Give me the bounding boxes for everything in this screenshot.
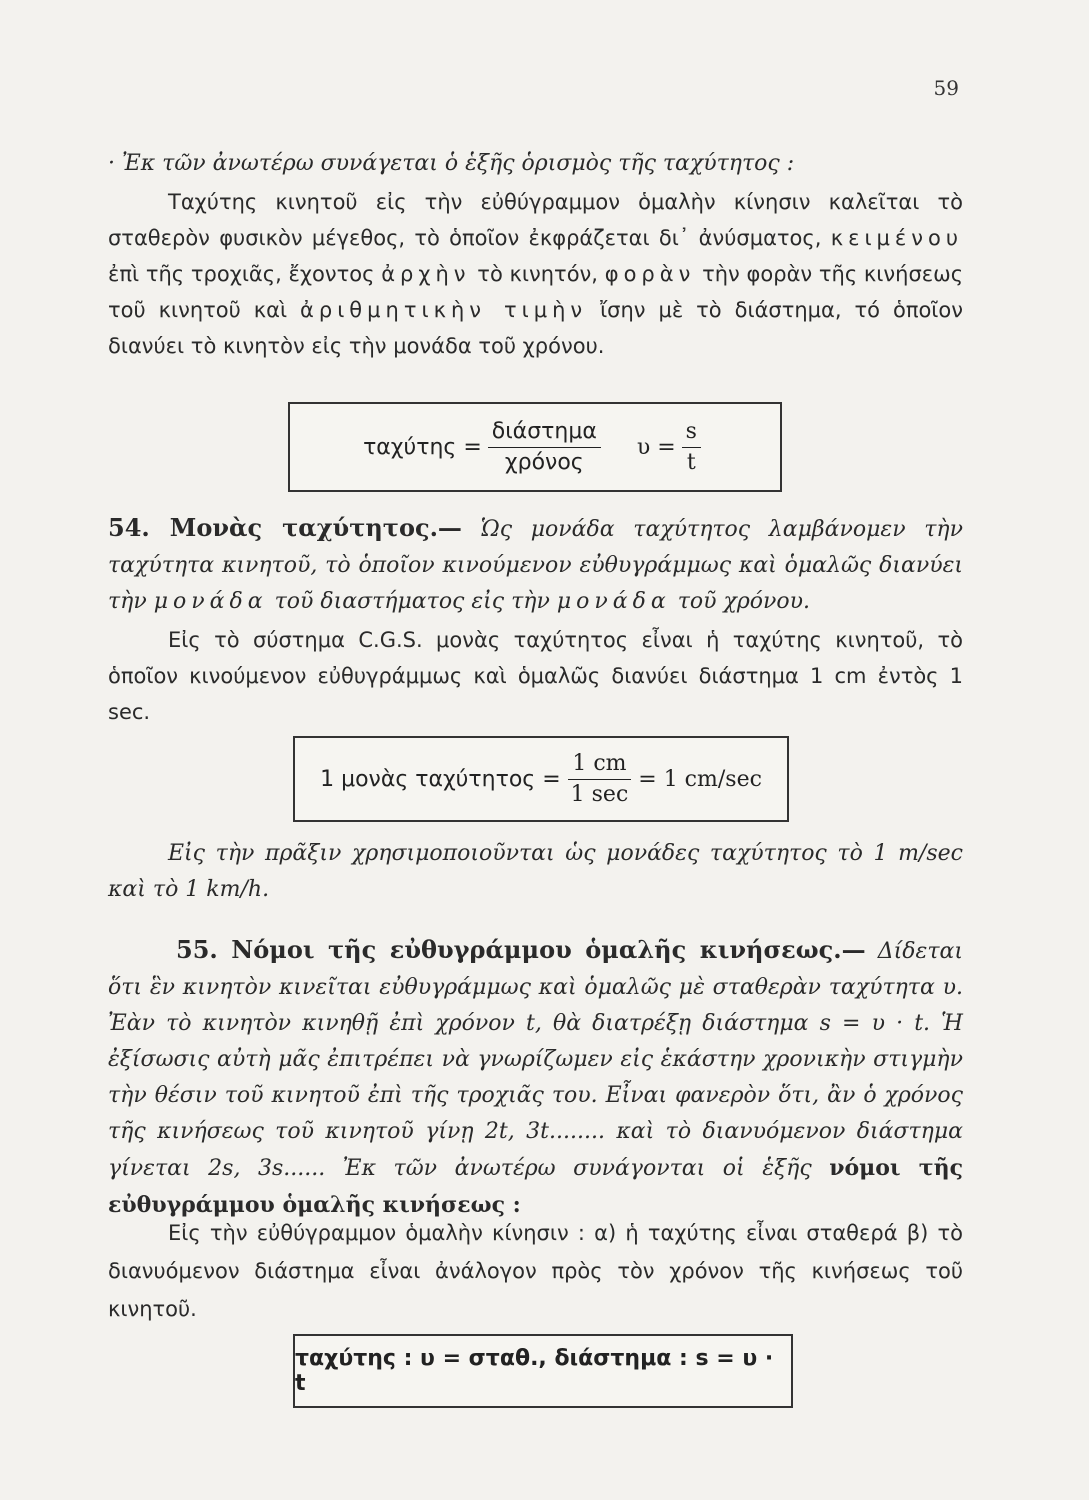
definition-part4: τὴν φορὰν τῆς κινήσεως τοῦ κινητοῦ καὶ bbox=[108, 262, 964, 322]
formula1-v-numerator: s bbox=[682, 419, 701, 448]
definition-spaced-keimenou: κειμένου bbox=[830, 226, 963, 250]
formula1-v-fraction bbox=[682, 419, 701, 476]
laws-paragraph bbox=[108, 1214, 963, 1328]
section-54-heading: 54. Μονὰς ταχύτητος.— bbox=[108, 513, 462, 542]
formula1-fraction bbox=[488, 419, 601, 476]
definition-part1: Ταχύτης κινητοῦ εἰς τὴν εὐθύγραμμον ὁμαλὴν κίνησιν καλεῖται τὸ σταθερὸν φυσικὸν μέγεθος, τὸ ὁποῖον ἐκφράζεται δι᾽ ἀνύσματος, bbox=[108, 190, 963, 250]
definition-part2: ἐπὶ τῆς τροχιᾶς, ἔχοντος bbox=[108, 262, 375, 286]
section-55-paragraph bbox=[108, 932, 963, 1224]
definition-part5: ἴσην μὲ τὸ διάστημα, τό ὁποῖον διανύει τὸ κινητὸν εἰς τὴν μονάδα τοῦ χρόνου. bbox=[108, 298, 963, 358]
velocity-formula-box bbox=[288, 402, 782, 492]
formula2-denominator: 1 sec bbox=[570, 781, 629, 807]
laws-formula-box bbox=[293, 1334, 793, 1408]
section-54-spaced2: μονάδα bbox=[556, 589, 671, 614]
practice-text: Εἰς τὴν πρᾶξιν χρησιμοποιοῦνται ὡς μονάδες ταχύτητος τὸ 1 m/sec καὶ τὸ 1 km/h. bbox=[108, 841, 963, 902]
definition-spaced-foran: φορὰν bbox=[604, 262, 696, 286]
intro-text: · Ἐκ τῶν ἀνωτέρω συνάγεται ὁ ἑξῆς ὁρισμὸς τῆς ταχύτητος : bbox=[108, 151, 795, 176]
section-54-text1: Ὡς μονάδα ταχύτητος λαμβάνομεν τὴν ταχύτητα κινητοῦ, τὸ ὁποῖον κινούμενον εὐθυγράμμως καὶ ὁμαλῶς διανύει τὴν bbox=[108, 517, 963, 614]
unit-formula-box bbox=[293, 736, 789, 822]
section-54-paragraph bbox=[108, 510, 963, 620]
formula1-numerator: διάστημα bbox=[488, 419, 601, 448]
cgs-paragraph bbox=[108, 622, 963, 730]
formula2-numerator: 1 cm bbox=[568, 751, 630, 780]
section-54-spaced1: μονάδα bbox=[153, 589, 268, 614]
definition-spaced-arithmitikin: ἀριθμητικὴν τιμὴν bbox=[300, 298, 588, 322]
practice-paragraph bbox=[108, 836, 963, 908]
cgs-text: Εἰς τὸ σύστημα C.G.S. μονὰς ταχύτητος εἶναι ἡ ταχύτης κινητοῦ, τὸ ὁποῖον κινούμενον εὐθυγράμμως καὶ ὁμαλῶς διανύει διάστημα 1 cm ἐντὸς 1 sec. bbox=[108, 628, 963, 724]
formula2-rhs: = 1 cm/sec bbox=[638, 766, 762, 792]
formula1-v-lhs: υ = bbox=[636, 434, 676, 460]
formula1-denominator: χρόνος bbox=[504, 449, 584, 475]
definition-paragraph bbox=[108, 184, 963, 364]
formula1-v-denominator: t bbox=[686, 449, 696, 475]
definition-part3: τὸ κινητόν, bbox=[477, 262, 598, 286]
formula2-fraction bbox=[567, 751, 633, 808]
definition-spaced-archin: ἀρχὴν bbox=[381, 262, 471, 286]
section-54-text3: τοῦ χρόνου. bbox=[677, 589, 811, 614]
intro-line bbox=[108, 146, 963, 182]
page-number: 59 bbox=[933, 76, 959, 100]
section-55-bold-laws: νόμοι τῆς εὐθυγράμμου ὁμαλῆς κινήσεως : bbox=[108, 1155, 963, 1218]
section-55-text: Δίδεται ὅτι ἓν κινητὸν κινεῖται εὐθυγράμμως καὶ ὁμαλῶς μὲ σταθερὰν ταχύτητα υ. Ἐὰν τὸ κινητὸν κινηθῇ ἐπὶ χρόνον t, θὰ διατρέξῃ διάστημα s = υ · t. Ἡ ἐξίσωσις αὐτὴ μᾶς ἐπιτρέπει νὰ γνωρίζωμεν εἰς ἑκάστην χρονικὴν στιγμὴν τὴν θέσιν τοῦ κινητοῦ ἐπὶ τῆς τροχιᾶς του. Εἶναι φανερὸν ὅτι, ἂν ὁ χρόνος τῆς κινήσεως τοῦ κινητοῦ γίνῃ 2t, 3t........ καὶ τὸ διανυόμενον διάστημα γίνεται 2s, 3s...... Ἐκ τῶν ἀνωτέρω συνάγονται οἱ ἑξῆς bbox=[108, 939, 963, 1181]
laws-text: Εἰς τὴν εὐθύγραμμον ὁμαλὴν κίνησιν : α) ἡ ταχύτης εἶναι σταθερά β) τὸ διανυόμενον διάστημα εἶναι ἀνάλογον πρὸς τὸν χρόνον τῆς κινήσεως τοῦ κινητοῦ. bbox=[108, 1221, 963, 1321]
formula3-text: ταχύτης : υ = σταθ., διάστημα : s = υ · t bbox=[295, 1346, 774, 1396]
section-54-text2: τοῦ διαστήματος εἰς τὴν bbox=[274, 589, 550, 614]
section-55-heading: 55. Νόμοι τῆς εὐθυγράμμου ὁμαλῆς κινήσεως.— bbox=[176, 935, 866, 964]
formula2-lhs: 1 μονὰς ταχύτητος = bbox=[320, 766, 561, 792]
formula1-lhs: ταχύτης = bbox=[363, 434, 482, 460]
